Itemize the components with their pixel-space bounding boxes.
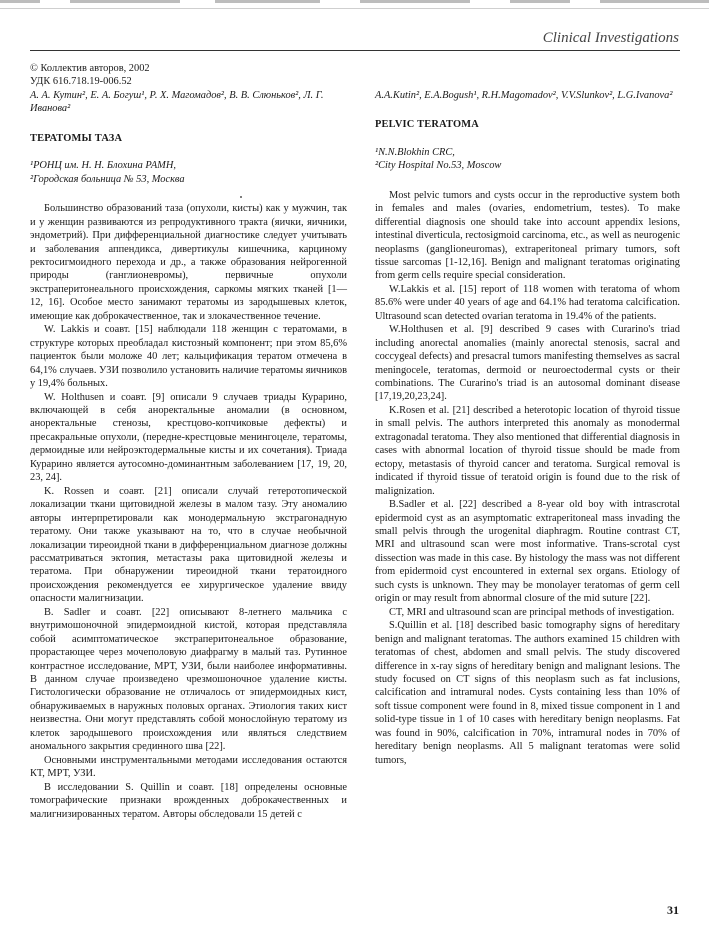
body-text-ru — [30, 202, 347, 821]
affiliation-2-ru: ²Городская больница № 53, Москва — [30, 173, 185, 185]
paragraph-en: Most pelvic tumors and cysts occur in the reproductive system both in females and males (ovaries, endometrium, testes). To make differential diagnosis one should take into account appendix lesions, intestinal diverticula, rectosigmoid carcinoma, etc., as well as neurogenic neoplasms (ganglioneuromas), extraperitoneal primary tumors, soft tissue sarcomas [1-12,16]. Benign and malignant teratomas originating from germ cells require special consideration. — [375, 189, 680, 282]
body-text-en — [375, 189, 680, 767]
article-title-ru: ТЕРАТОМЫ ТАЗА — [30, 132, 123, 144]
top-dash — [360, 0, 470, 3]
paragraph-en: W.Holthusen et al. [9] described 9 cases with Curarino's triad including anorectal anomalies (mainly anorectal stenosis, sacral and coccygeal defects) and presacral tumors manifesting themselves as sacral meningocele, teratomas, dermoid or neuroectodermal cysts or their combinations. The Curarino's triad is an autosomal dominant disease [17,19,20,23,24]. — [375, 324, 680, 403]
top-dash — [215, 0, 320, 3]
speck-mark — [240, 196, 242, 198]
top-dash — [600, 0, 709, 3]
paragraph-en: W.Lakkis et al. [15] report of 118 women with teratoma of whom 85.6% were under 40 years of age and 64.1% had teratoma calcification. Ultrasound scan detected ovarian teratoma in 19.4% of the patients. — [375, 283, 680, 322]
article-title-en: PELVIC TERATOMA — [375, 119, 479, 131]
affiliation-2-en: ²City Hospital No.53, Moscow — [375, 160, 502, 172]
authors-en: A.A.Kutin², E.A.Bogush¹, R.H.Magomadov², V.V.Slunkov², L.G.Ivanova² — [375, 89, 673, 101]
page-number: 31 — [667, 903, 679, 917]
section-title: Clinical Investigations — [542, 30, 679, 46]
paragraph-ru: Большинство образований таза (опухоли, кисты) как у мужчин, так и у женщин развиваются из репродуктивного тракта (яички, яичники, эндометрий). При дифференциальной диагностике следует учитывать и заболевания аппендикса, дивертикулы кишечника, карциному ректосигмоидного перехода и др., а также образования нейрогенной природы (ганглионевромы), первичные опухоли экстраперитонеального происхождения, саркомы мягких тканей [1—12, 16]. Особое место занимают тератомы из зародышевых клеток, имеющие как доброкачественное, так и злокачественное течение. — [30, 203, 347, 322]
paragraph-en: K.Rosen et al. [21] described a heterotopic location of thyroid tissue in small pelvis. The authors interpreted this anomaly as monodermal extragonadal teratoma. They also mentioned that differential diagnosis in cases with abnormal location of thyroid tissue should be made from ectopy, metastasis of thyroid cancer and teratoma. Surgical removal is indicated if thyroid tissue of teratoid origin is found due to the risk of malignization. — [375, 404, 680, 497]
paragraph-en: S.Quillin et al. [18] described basic tomography signs of hereditary benign and malignant teratomas. The authors examined 15 children with teratomas of chest, abdomen and small pelvis. The study discovered difference in x-ray signs of hereditary benign and malignant lesions. The study focused on CT signs of this neoplasm such as fat inclusions, calcification and intramural nodes. Cysts containing less than 10% of soft tissue component were found in 8, mixed tissue component in 1 and solid-type tissue in 1 of 10 cases with hereditary benign neoplasms. Fat was found in 90%, calcification in 70%, intramural nodes in 70% of hereditary benign neoplasms. All 5 malignant teratomas were solid tumors, — [375, 620, 680, 766]
header-rule — [30, 50, 680, 51]
copyright-line: © Коллектив авторов, 2002 — [30, 63, 150, 74]
paragraph-en: CT, MRI and ultrasound scan are principal methods of investigation. — [389, 606, 675, 618]
udc-code: УДК 616.718.19-006.52 — [30, 76, 132, 88]
top-edge-line — [0, 8, 709, 9]
paragraph-ru: W. Holthusen и соавт. [9] описали 9 случаев триады Курарино, включающей в себя аноректальные аномалии (в основном, аноректальные стенозы, крестцово-копчиковые дефекты) и пресакральные опухоли, (передне-крестцовые менингоцеле, тератомы, дермоидные или нейроэктодермальные кисты и их сочетания). Триада Курарино является аутосомно-доминантным заболеванием [17, 19, 20, 23, 24]. — [30, 391, 347, 484]
english-column — [375, 62, 680, 767]
affiliations-en — [375, 146, 680, 173]
top-dash — [70, 0, 180, 3]
top-dash — [0, 0, 40, 3]
top-dash — [510, 0, 570, 3]
paragraph-ru: В исследовании S. Quillin и соавт. [18] определены основные томографические признаки врожденных доброкачественных и малигнизированных тератом. Авторы обследовали 15 детей с — [30, 781, 347, 820]
paragraph-ru: K. Rossen и соавт. [21] описали случай гетеротопической локализации ткани щитовидной железы в малом тазу. Эту аномалию авторы интерпретировали как монодермальную экстрагонадную тератому. Они также указывают на то, что в случае необычной локализации тиреоидной ткани в дифференциальном диагнозе должны рассматриваться эктопия, метастазы рака щитовидной железы и тератома. При обнаружении тиреоидной ткани тератоидного происхождения рекомендуется ее хирургическое удаление ввиду опасности малигнизации. — [30, 485, 347, 605]
affiliations-ru — [30, 159, 347, 186]
affiliation-1-en: ¹N.N.Blokhin CRC, — [375, 146, 455, 158]
affiliation-1-ru: ¹РОНЦ им. Н. Н. Блохина РАМН, — [30, 160, 176, 172]
copyright-block — [30, 62, 347, 89]
paragraph-ru: B. Sadler и соавт. [22] описывают 8-летнего мальчика с внутримошоночной эпидермоидной кистой, которая представляла собой асимптоматическое экстраперитонеальное образование, прорастающее через мочеполовую диафрагму в малый таз. Рутинное контрастное исследование, МРТ, УЗИ, были наиболее информативны. В данном случае произведено чрезмошоночное удаление кисты. Гистологически образование не отличалось от эпидермоидных кист, обнаруживаемых в наружных половых органах. Этиология таких кист неизвестна. Они могут представлять собой монослойную тератому из клеток зародышевого происхождения или являться следствием аномального закрытия срединного шва [22]. — [30, 606, 347, 753]
paragraph-ru: W. Lakkis и соавт. [15] наблюдали 118 женщин с тератомами, в структуре которых преобладал кистозный компонент; при этом 85,6% пациенток были моложе 40 лет; кальцификация тератом отмечена в 64,1% случаев. УЗИ позволило установить наличие тератомы яичников у 19,4% больных. — [30, 324, 347, 390]
paragraph-en: B.Sadler et al. [22] described a 8-year old boy with intrascrotal epidermoid cyst as an asymptomatic extraperitoneal mass invading the small pelvis through the urogenital diaphragm. Routine contrast CT, MRI and ultrasound scan were most informative. Trans-scrotal cyst dissection was made in this case. By histology the mass was not different from epidermoid cyst encountered in external sex organs. Etiology of such cysts is unknown. They may be monolayer teratomas of germ cell origin or may result from abnormal closure of the mid suture [22]. — [375, 499, 680, 605]
paragraph-ru: Основными инструментальными методами исследования остаются КТ, МРТ, УЗИ. — [30, 754, 347, 780]
russian-column — [30, 62, 347, 821]
english-spacer — [375, 62, 680, 89]
authors-ru: А. А. Кутин², Е. А. Богуш¹, Р. Х. Магомадов², В. В. Слюньков², Л. Г. Иванова² — [30, 89, 324, 115]
